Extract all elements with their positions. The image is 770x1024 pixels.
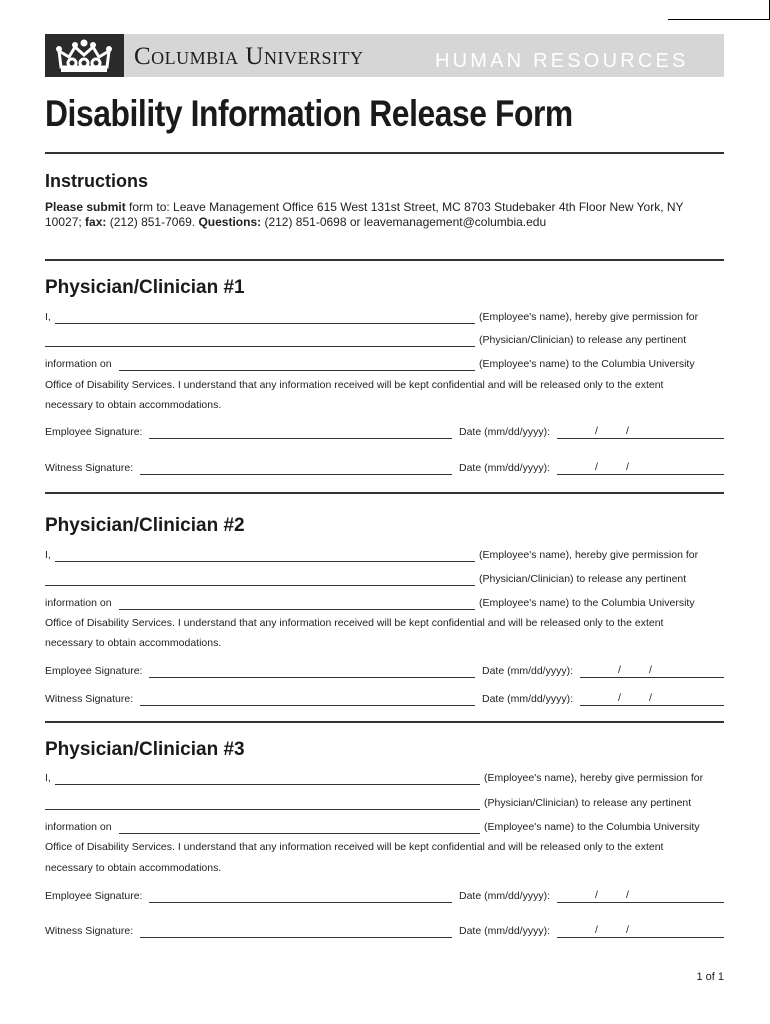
employee-signature-field[interactable] xyxy=(149,888,452,903)
date-field[interactable] xyxy=(580,663,724,678)
info-employee-field[interactable] xyxy=(119,819,480,834)
title-divider xyxy=(45,152,724,154)
date-label: Date (mm/dd/yyyy): xyxy=(459,462,551,474)
date-sep: / xyxy=(618,692,621,704)
fax-label: fax: xyxy=(85,215,107,229)
info-prefix: information on xyxy=(45,358,112,370)
date-sep: / xyxy=(626,425,629,437)
i-prefix: I, xyxy=(45,549,51,561)
submit-text: form to: Leave Management Office 615 West 131st Street, MC 8703 Studebaker 4th Floor New York, NY 10027; xyxy=(45,200,684,229)
fax-text: (212) 851-7069. xyxy=(106,215,199,229)
date-field[interactable] xyxy=(580,691,724,706)
date-sep: / xyxy=(595,924,598,936)
info-suffix: (Employee's name) to the Columbia University xyxy=(484,821,700,833)
body-line-2: necessary to obtain accommodations. xyxy=(45,399,222,411)
employee-name-field[interactable] xyxy=(55,309,475,324)
section-heading: Physician/Clinician #3 xyxy=(45,739,245,760)
date-field[interactable] xyxy=(557,424,724,439)
witness-signature-label: Witness Signature: xyxy=(45,925,134,937)
date-sep: / xyxy=(649,664,652,676)
header-banner xyxy=(45,34,724,77)
clinician-suffix: (Physician/Clinician) to release any pertinent xyxy=(479,573,687,585)
clinician-name-field[interactable] xyxy=(45,571,475,586)
date-sep: / xyxy=(618,664,621,676)
date-label: Date (mm/dd/yyyy): xyxy=(459,925,551,937)
page-corner-mark xyxy=(668,0,770,20)
date-field[interactable] xyxy=(557,923,724,938)
employee-signature-label: Employee Signature: xyxy=(45,426,143,438)
witness-signature-field[interactable] xyxy=(140,460,452,475)
date-field[interactable] xyxy=(557,888,724,903)
crown-icon xyxy=(55,39,113,73)
i-prefix: I, xyxy=(45,772,51,784)
section-heading: Physician/Clinician #2 xyxy=(45,515,245,536)
witness-signature-label: Witness Signature: xyxy=(45,693,134,705)
employee-name-field[interactable] xyxy=(55,547,475,562)
employee-signature-label: Employee Signature: xyxy=(45,665,143,677)
witness-signature-label: Witness Signature: xyxy=(45,462,134,474)
section-divider xyxy=(45,721,724,723)
department-name: HUMAN RESOURCES xyxy=(435,50,689,72)
i-prefix: I, xyxy=(45,311,51,323)
clinician-suffix: (Physician/Clinician) to release any pertinent xyxy=(479,334,687,346)
body-line-2: necessary to obtain accommodations. xyxy=(45,862,222,874)
section-divider xyxy=(45,259,724,261)
clinician-name-field[interactable] xyxy=(45,795,480,810)
employee-signature-label: Employee Signature: xyxy=(45,890,143,902)
logo xyxy=(45,34,124,77)
employee-signature-field[interactable] xyxy=(149,424,452,439)
info-suffix: (Employee's name) to the Columbia University xyxy=(479,358,695,370)
date-sep: / xyxy=(595,889,598,901)
date-label: Date (mm/dd/yyyy): xyxy=(482,693,574,705)
date-sep: / xyxy=(626,461,629,473)
employee-name-suffix: (Employee's name), hereby give permission for xyxy=(484,772,704,784)
date-sep: / xyxy=(595,425,598,437)
body-line-2: necessary to obtain accommodations. xyxy=(45,637,222,649)
date-sep: / xyxy=(595,461,598,473)
body-line-1: Office of Disability Services. I understand that any information received will be kept confidential and will be released only to the extent xyxy=(45,379,664,391)
witness-signature-field[interactable] xyxy=(140,691,475,706)
date-field[interactable] xyxy=(557,460,724,475)
info-suffix: (Employee's name) to the Columbia University xyxy=(479,597,695,609)
clinician-name-field[interactable] xyxy=(45,332,475,347)
employee-name-suffix: (Employee's name), hereby give permission for xyxy=(479,549,699,561)
info-employee-field[interactable] xyxy=(119,356,475,371)
info-prefix: information on xyxy=(45,597,112,609)
page-number: 1 of 1 xyxy=(696,971,724,983)
employee-name-field[interactable] xyxy=(55,770,480,785)
date-sep: / xyxy=(626,889,629,901)
info-employee-field[interactable] xyxy=(119,595,475,610)
body-line-1: Office of Disability Services. I understand that any information received will be kept confidential and will be released only to the extent xyxy=(45,617,664,629)
questions-label: Questions: xyxy=(198,215,262,229)
info-prefix: information on xyxy=(45,821,112,833)
questions-text: (212) 851-0698 or leavemanagement@columbia.edu xyxy=(261,215,547,229)
section-heading: Physician/Clinician #1 xyxy=(45,277,245,298)
instructions-text xyxy=(45,200,685,230)
body-line-1: Office of Disability Services. I understand that any information received will be kept confidential and will be released only to the extent xyxy=(45,841,664,853)
section-divider xyxy=(45,492,724,494)
date-label: Date (mm/dd/yyyy): xyxy=(459,426,551,438)
page-title: Disability Information Release Form xyxy=(45,93,573,134)
employee-name-suffix: (Employee's name), hereby give permission for xyxy=(479,311,699,323)
employee-signature-field[interactable] xyxy=(149,663,475,678)
submit-label: Please submit xyxy=(45,200,126,214)
clinician-suffix: (Physician/Clinician) to release any pertinent xyxy=(484,797,692,809)
instructions-heading: Instructions xyxy=(45,171,149,191)
date-sep: / xyxy=(649,692,652,704)
witness-signature-field[interactable] xyxy=(140,923,452,938)
date-sep: / xyxy=(626,924,629,936)
date-label: Date (mm/dd/yyyy): xyxy=(482,665,574,677)
university-name: Columbia University xyxy=(134,43,364,70)
date-label: Date (mm/dd/yyyy): xyxy=(459,890,551,902)
